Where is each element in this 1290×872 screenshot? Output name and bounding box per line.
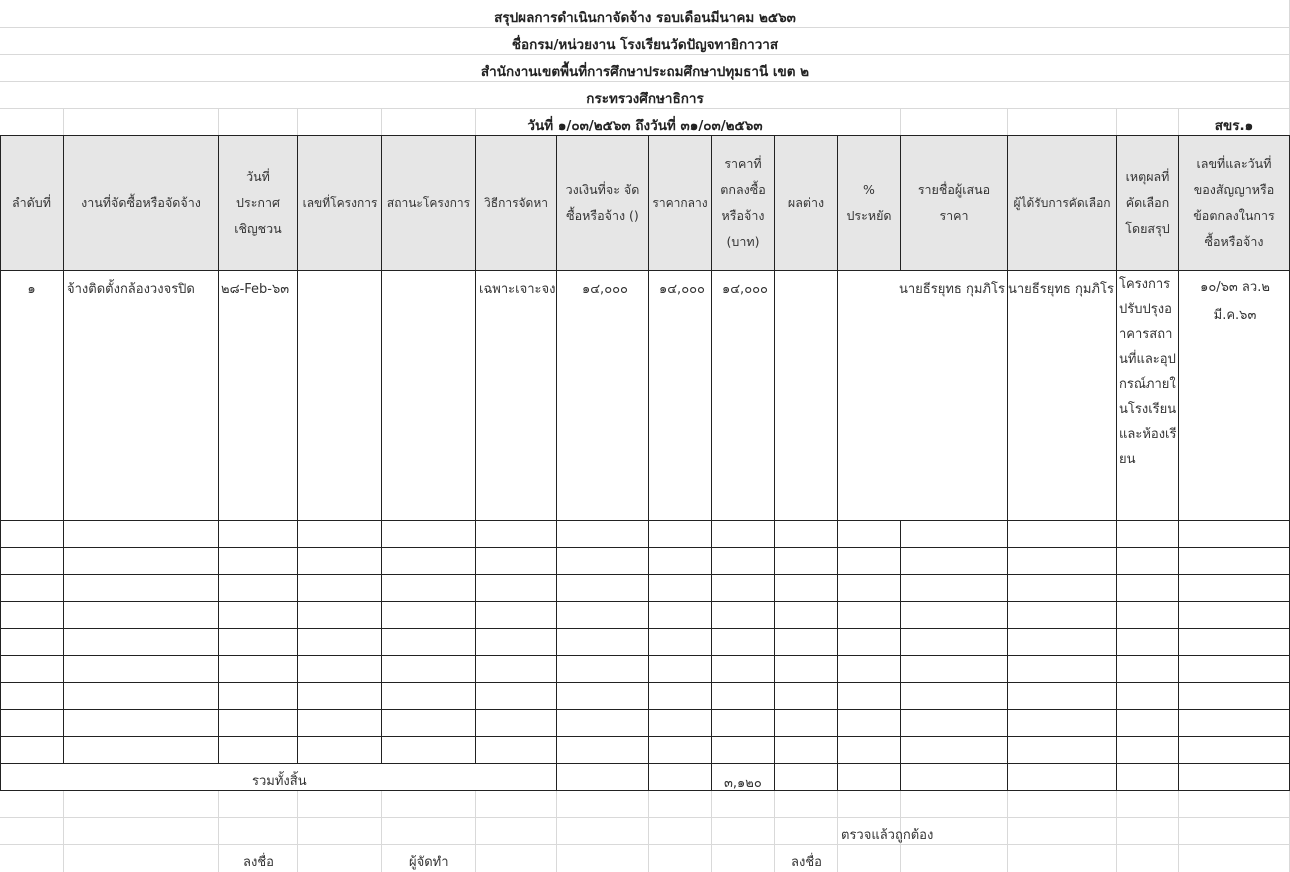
col-header-item: งานที่จัดซื้อหรือจัดจ้าง <box>81 195 201 210</box>
row1-contract: ๑๐/๖๓ ลว.๒ มี.ค.๖๓ <box>1200 280 1270 323</box>
col-header-selected: ผู้ได้รับการคัดเลือก <box>1013 196 1111 210</box>
checked-label: ตรวจแล้วถูกต้อง <box>841 828 934 843</box>
col-header-agreed-price: ราคาที่ ตกลงซื้อ หรือจ้าง (บาท) <box>720 156 766 249</box>
col-header-bidders: รายชื่อผู้เสนอ ราคา <box>917 182 991 223</box>
maker-label: ผู้จัดทำ <box>409 855 449 870</box>
row1-no: ๑ <box>27 282 36 297</box>
row1-method: เฉพาะเจาะจง <box>479 282 556 297</box>
row1-budget: ๑๔,๐๐๐ <box>581 282 628 297</box>
office-name: สำนักงานเขตพื้นที่การศึกษาประถมศึกษาปทุมธานี เขต ๒ <box>480 64 810 80</box>
report-title: สรุปผลการดำเนินกาจัดจ้าง รอบเดือนมีนาคม ๒๕๖๓ <box>494 10 796 26</box>
total-label: รวมทั้งสิ้น <box>252 774 307 789</box>
row1-median-price: ๑๔,๐๐๐ <box>658 282 705 297</box>
row1-selected: นายธีรยุทธ กุมภิโร <box>1008 282 1114 297</box>
col-header-announce-date: วันที่ ประกาศ เชิญชวน <box>234 169 282 236</box>
col-header-median-price: ราคากลาง <box>652 196 708 210</box>
date-range: วันที่ ๑/๐๓/๒๕๖๓ ถึงวันที่ ๓๑/๐๓/๒๕๖๓ <box>527 118 763 134</box>
ministry-name: กระทรวงศึกษาธิการ <box>586 91 704 107</box>
col-header-method: วิธีการจัดหา <box>484 196 548 210</box>
col-header-contract: เลขที่และวันที่ ของสัญญาหรือ ข้อตกลงในการ ซื้อหรือจ้าง <box>1193 156 1275 249</box>
row1-bidders: นายธีรยุทธ กุมภิโร <box>899 282 1005 297</box>
col-header-reason: เหตุผลที่ คัดเลือก โดยสรุป <box>1125 169 1170 236</box>
total-value: ๓,๑๒๐ <box>724 776 762 791</box>
col-header-saving-percent: % ประหยัด <box>846 182 892 223</box>
sign-label-2: ลงชื่อ <box>791 855 822 870</box>
col-header-project-no: เลขที่โครงการ <box>302 196 378 210</box>
row1-reason: โครงการปรับปรุงอาคารสถานที่และอุปกรณ์ภายในโรงเรียนและห้องเรียน <box>1119 277 1177 467</box>
row1-agreed-price: ๑๔,๐๐๐ <box>721 282 768 297</box>
agency-name: ชื่อกรม/หน่วยงาน โรงเรียนวัดปัญจทายิกาวาส <box>511 37 779 53</box>
row1-item: จ้างติดตั้งกล้องวงจรปิด <box>67 282 195 297</box>
col-header-budget: วงเงินที่จะ จัดซื้อหรือจ้าง () <box>565 182 640 223</box>
col-header-difference: ผลต่าง <box>787 195 825 210</box>
col-header-project-status: สถานะโครงการ <box>386 196 471 210</box>
sign-label-1: ลงชื่อ <box>243 855 274 870</box>
row1-announce-date: ๒๘-Feb-๖๓ <box>221 282 290 297</box>
form-code: สขร.๑ <box>1214 118 1254 134</box>
col-header-no: ลำดับที่ <box>12 195 51 210</box>
